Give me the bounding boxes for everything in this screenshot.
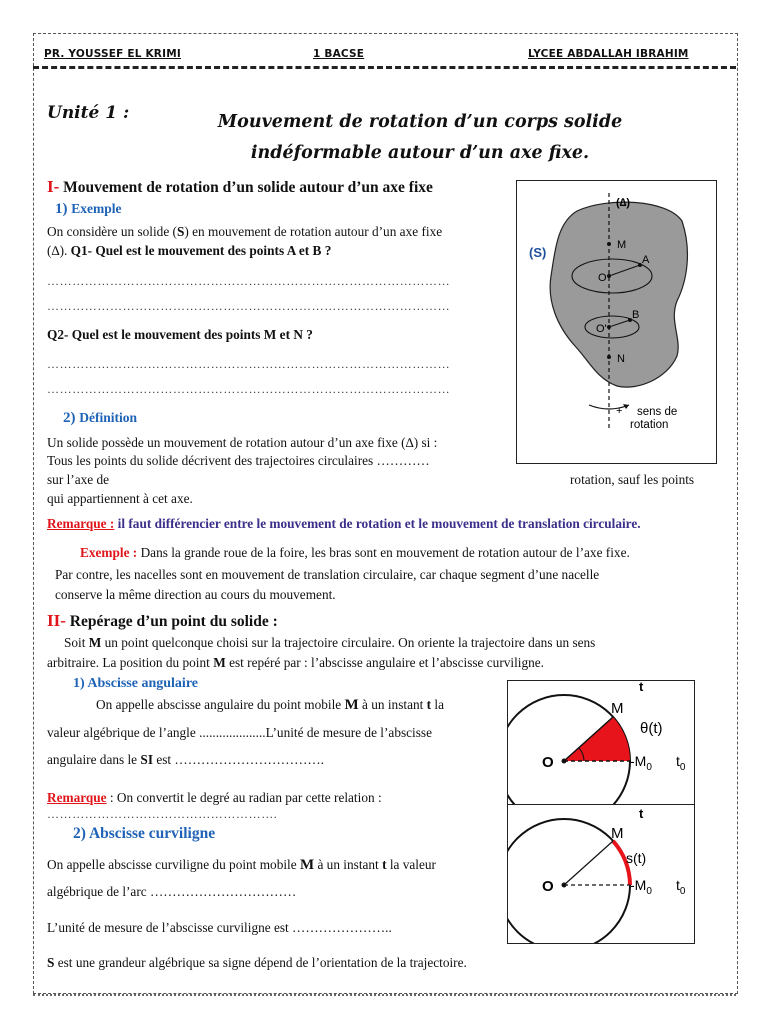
- section2-intro1: [64, 634, 595, 652]
- center-point: [562, 883, 567, 888]
- unit-label: Unité 1 :: [47, 103, 130, 123]
- intro2-b: est repéré par : l’abscisse angulaire et l’abscisse curviligne.: [225, 655, 545, 670]
- remark2-dots: ……………………………………………….: [47, 807, 278, 821]
- point-o2: [607, 325, 611, 329]
- angular-line1-a: On appelle abscisse angulaire du point mobile: [96, 697, 345, 712]
- unit-title-line1: Mouvement de rotation d’un corps solide: [217, 112, 623, 132]
- section1-number: I-: [47, 177, 60, 196]
- solid-rotation-diagram: [517, 181, 716, 463]
- section2-intro2: [47, 654, 544, 672]
- example-line2: [47, 242, 331, 260]
- o-label: O: [598, 272, 607, 284]
- intro2-a: arbitraire. La position du point: [47, 655, 214, 670]
- intro2-m: M: [213, 655, 226, 670]
- example-line1-a: On considère un solide (: [47, 224, 177, 239]
- t0-label: [676, 877, 686, 897]
- curvilinear-line3: L’unité de mesure de l’abscisse curviligne est …………………..: [47, 920, 392, 935]
- angular-line1-m: M: [344, 697, 359, 713]
- example-heading: [55, 201, 122, 218]
- m-label: M: [611, 825, 624, 842]
- answer-dots-1: ……………………………………………………………………………………: [47, 274, 451, 288]
- example2-line3: conserve la même direction au cours du mouvement.: [55, 587, 336, 602]
- axis-label: (∆): [616, 197, 631, 209]
- example-solid-s: S: [176, 224, 185, 239]
- angular-heading: [73, 676, 198, 692]
- angular-line1-t: t: [426, 697, 432, 712]
- angular-line1-c: la: [431, 697, 444, 712]
- m0-label: [630, 877, 652, 897]
- center-point: [562, 759, 567, 764]
- intro1-m: M: [88, 635, 102, 650]
- example-line2-a: (∆).: [47, 243, 71, 258]
- radius-om: [564, 841, 613, 885]
- remark2-text: : On convertit le degré au radian par cette relation :: [106, 790, 382, 805]
- b-label: B: [632, 309, 640, 321]
- curvilinear-abscissa-diagram: [508, 805, 694, 943]
- remark1-text: il faut différencier entre le mouvement de rotation et le mouvement de translation circulaire.: [114, 516, 641, 531]
- plus-label: +: [616, 405, 623, 417]
- time-label: t: [639, 806, 644, 821]
- unit-title-line2: indéformable autour d’un axe fixe.: [250, 143, 590, 163]
- a-label: A: [642, 254, 650, 266]
- header-teacher: PR. YOUSSEF EL KRIMI: [44, 48, 181, 60]
- angular-number: 1): [73, 676, 85, 691]
- curvilinear-line1-a: On appelle abscisse curviligne du point mobile: [47, 857, 300, 872]
- definition-number: 2): [63, 410, 76, 426]
- point-m: [607, 242, 611, 246]
- angle-sector: [564, 717, 630, 761]
- angular-abscissa-diagram: [508, 681, 694, 805]
- section2-number: II-: [47, 611, 66, 630]
- curvilinear-number: 2): [73, 825, 86, 842]
- definition-line1: Un solide possède un mouvement de rotation autour d’un axe fixe (∆) si :: [47, 435, 438, 450]
- point-n: [607, 355, 611, 359]
- section2-heading: [47, 611, 278, 631]
- section2-title: Repérage d’un point du solide :: [69, 613, 278, 630]
- remark2: [47, 789, 382, 807]
- curvilinear-s: S: [47, 955, 55, 970]
- n-label: N: [617, 353, 625, 365]
- example2-line1: [80, 544, 630, 562]
- header-school: LYCEE ABDALLAH IBRAHIM: [528, 48, 689, 60]
- angular-si: SI: [140, 752, 153, 767]
- angular-line1: [96, 696, 444, 714]
- angular-line3-b: est …………………………….: [153, 752, 325, 767]
- header-class: 1 BACSE: [313, 48, 365, 60]
- question-q2: Q2- Quel est le mouvement des points M et N ?: [47, 327, 313, 342]
- sense-label-1: sens de: [637, 406, 678, 418]
- t0-text: t: [676, 877, 680, 893]
- m0-sub: 0: [646, 762, 652, 773]
- m0-text: -M: [630, 753, 647, 769]
- footer-rule: [33, 994, 736, 996]
- question-q1: Q1- Quel est le mouvement des points A et B ?: [70, 243, 332, 258]
- answer-dots-4: ……………………………………………………………………………………: [47, 382, 451, 396]
- curvilinear-line2: algébrique de l’arc ……………………………: [47, 884, 297, 899]
- t0-sub: 0: [679, 886, 686, 897]
- angular-abscissa-figure: [507, 680, 695, 806]
- curvilinear-line4-text: est une grandeur algébrique sa signe dépend de l’orientation de la trajectoire.: [54, 955, 467, 970]
- angular-line3-a: angulaire dans le: [47, 752, 141, 767]
- curvilinear-abscissa-figure: [507, 804, 695, 944]
- m0-sub: 0: [646, 886, 652, 897]
- example2-label: Exemple :: [80, 545, 138, 560]
- solid-label: (S): [529, 245, 547, 260]
- intro1-b: un point quelconque choisi sur la trajectoire circulaire. On oriente la trajectoire dans un sens: [101, 635, 596, 650]
- curvilinear-heading: [73, 825, 215, 843]
- definition-line2: Tous les points du solide décrivent des trajectoires circulaires …………: [47, 453, 430, 468]
- example-line1-b: ) en mouvement de rotation autour d’un axe fixe: [184, 224, 443, 239]
- curvilinear-title: Abscisse curviligne: [88, 825, 216, 842]
- definition-title: Définition: [79, 410, 138, 425]
- curvilinear-line1-c: la valeur: [386, 857, 436, 872]
- t0-sub: 0: [679, 762, 686, 773]
- angular-line2: valeur algébrique de l’angle ....................L’unité de mesure de l’abscisse: [47, 725, 432, 740]
- m0-text: -M: [630, 877, 647, 893]
- header-rule: [33, 66, 736, 69]
- solid-rotation-figure: [516, 180, 717, 464]
- theta-label: θ(t): [640, 720, 663, 737]
- o2-label: O': [596, 323, 607, 335]
- remark2-label: Remarque: [47, 790, 107, 805]
- o-label: O: [542, 754, 554, 771]
- curvilinear-line1-t: t: [382, 857, 387, 872]
- definition-line3b: rotation, sauf les points: [570, 472, 695, 487]
- definition-line4: qui appartiennent à cet axe.: [47, 491, 193, 506]
- s-label: s(t): [626, 850, 647, 866]
- curvilinear-line1-m: M: [299, 857, 315, 873]
- remark1: [47, 515, 641, 533]
- m0-label: [630, 753, 652, 773]
- intro1-a: Soit: [64, 635, 89, 650]
- definition-line3a: sur l’axe de: [47, 472, 110, 487]
- m-label: M: [617, 239, 627, 251]
- angular-line3: [47, 751, 324, 769]
- section1-heading: [47, 177, 433, 197]
- answer-dots-2: ……………………………………………………………………………………: [47, 299, 451, 313]
- time-label: t: [639, 681, 644, 694]
- answer-dots-3: ……………………………………………………………………………………: [47, 357, 451, 371]
- point-o: [607, 274, 611, 278]
- curvilinear-line1: [47, 856, 436, 874]
- remark1-label: Remarque :: [47, 516, 115, 531]
- section1-title: Mouvement de rotation d’un solide autour d’un axe fixe: [63, 179, 433, 196]
- sense-label-2: rotation: [630, 419, 669, 431]
- example-line1: [47, 223, 442, 241]
- example-title: Exemple: [71, 201, 122, 216]
- angular-line1-b: à un instant: [358, 697, 427, 712]
- example2-line1-text: Dans la grande roue de la foire, les bras sont en mouvement de rotation autour de l’axe fixe.: [137, 545, 630, 560]
- example2-line2: Par contre, les nacelles sont en mouvement de translation circulaire, car chaque segment d’une nacelle: [55, 567, 600, 582]
- t0-text: t: [676, 753, 680, 769]
- example-number: 1): [55, 201, 68, 217]
- curvilinear-line1-b: à un instant: [314, 857, 383, 872]
- definition-heading: [63, 410, 137, 427]
- t0-label: [676, 753, 686, 773]
- m-label: M: [611, 700, 624, 717]
- curvilinear-line4: [47, 954, 467, 972]
- o-label: O: [542, 878, 554, 895]
- angular-title: Abscisse angulaire: [87, 676, 198, 691]
